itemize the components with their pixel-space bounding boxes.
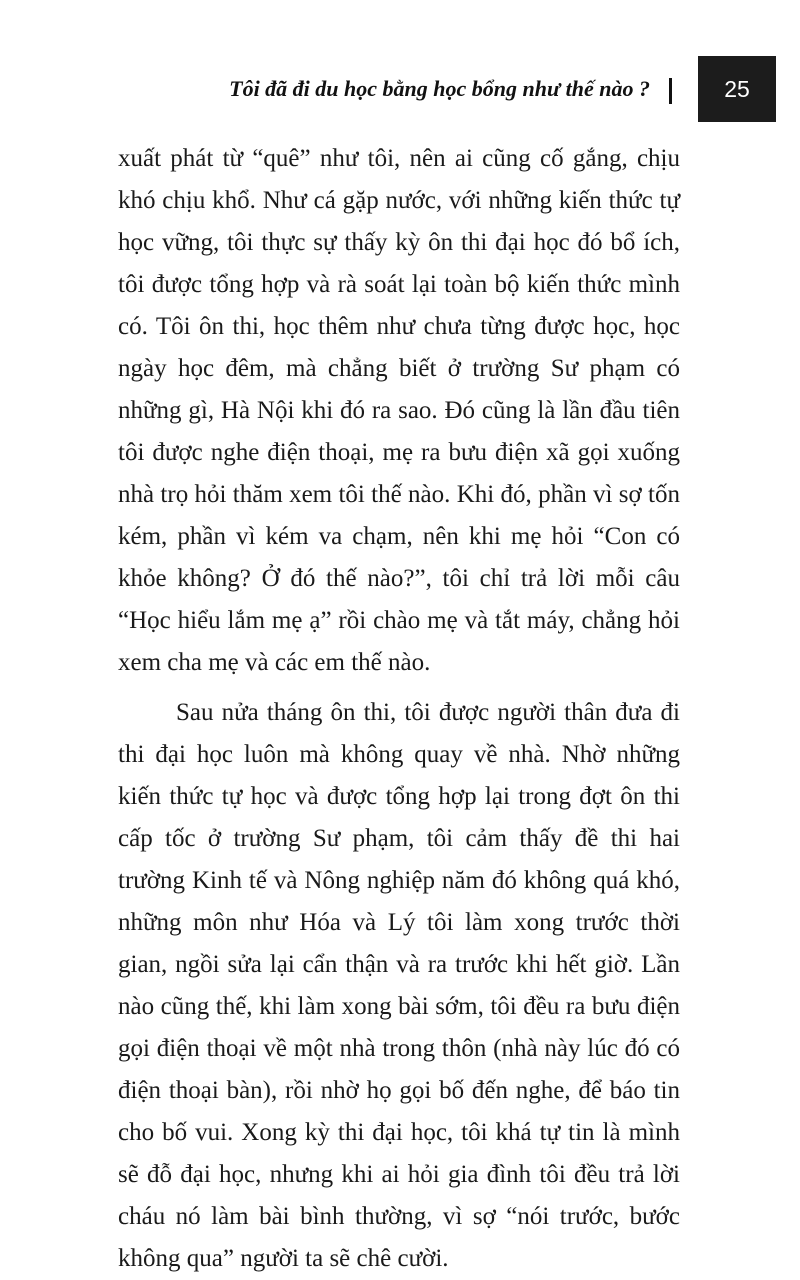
paragraph-1: xuất phát từ “quê” như tôi, nên ai cũng cố gắng, chịu khó chịu khổ. Như cá gặp nước, với những kiến thức tự học vững, tôi thực sự thấy kỳ ôn thi đại học đó bổ ích, tôi được tổng hợp và rà soát lại toàn bộ kiến thức mình có. Tôi ôn thi, học thêm như chưa từng được học, học ngày học đêm, mà chẳng biết ở trường Sư phạm có những gì, Hà Nội khi đó ra sao. Đó cũng là lần đầu tiên tôi được nghe điện thoại, mẹ ra bưu điện xã gọi xuống nhà trọ hỏi thăm xem tôi thế nào. Khi đó, phần vì sợ tốn kém, phần vì kém va chạm, nên khi mẹ hỏi “Con có khỏe không? Ở đó thế nào?”, tôi chỉ trả lời mỗi câu “Học hiểu lắm mẹ ạ” rồi chào mẹ và tắt máy, chẳng hỏi xem cha mẹ và các em thế nào. (118, 145, 680, 676)
body-text (118, 138, 680, 1280)
paragraph-2: Sau nửa tháng ôn thi, tôi được người thân đưa đi thi đại học luôn mà không quay về nhà. Nhờ những kiến thức tự học và được tổng hợp lại trong đợt ôn thi cấp tốc ở trường Sư phạm, tôi cảm thấy đề thi hai trường Kinh tế và Nông nghiệp năm đó không quá khó, những môn như Hóa và Lý tôi làm xong trước thời gian, ngồi sửa lại cẩn thận và ra trước khi hết giờ. Lần nào cũng thế, khi làm xong bài sớm, tôi đều ra bưu điện gọi điện thoại về một nhà trong thôn (nhà này lúc đó có điện thoại bàn), rồi nhờ họ gọi bố đến nghe, để báo tin cho bố vui. Xong kỳ thi đại học, tôi khá tự tin là mình sẽ đỗ đại học, nhưng khi ai hỏi gia đình tôi đều trả lời cháu nó làm bài bình thường, vì sợ “nói trước, bước không qua” người ta sẽ chê cười. (118, 699, 680, 1272)
page-header (0, 56, 800, 122)
page-number: 25 (698, 56, 776, 122)
header-divider (669, 78, 672, 104)
running-title: Tôi đã đi du học bằng học bổng như thế nào ? (229, 76, 650, 101)
